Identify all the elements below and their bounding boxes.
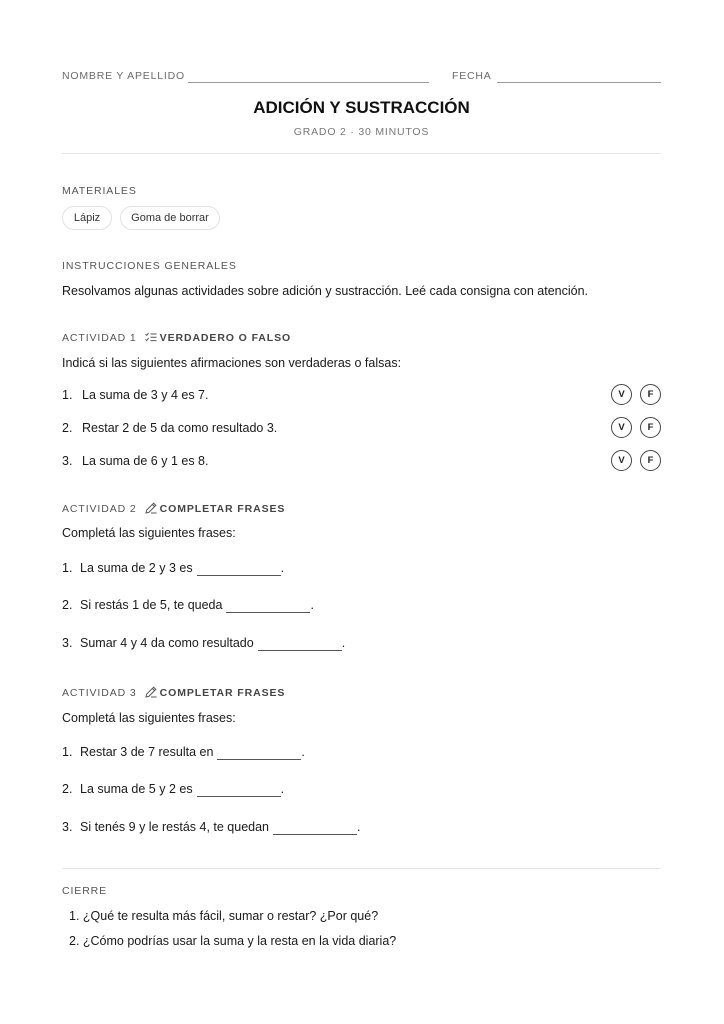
true-option-button[interactable]: V bbox=[611, 384, 632, 405]
list-item bbox=[62, 388, 208, 402]
activity2-prompt: Completá las siguientes frases: bbox=[62, 526, 236, 540]
pencil-icon bbox=[145, 686, 157, 698]
item-number: 1. bbox=[62, 388, 73, 402]
item-end: . bbox=[301, 745, 305, 759]
item-number: 3. bbox=[62, 820, 73, 834]
activity1-type: VERDADERO O FALSO bbox=[159, 332, 292, 344]
activity3-label: ACTIVIDAD 3 bbox=[62, 687, 137, 699]
item-number: 2. bbox=[62, 782, 73, 796]
true-false-options bbox=[611, 450, 661, 470]
list-item bbox=[62, 636, 345, 651]
item-number: 3. bbox=[62, 636, 73, 650]
header-fields bbox=[62, 70, 661, 86]
item-number: 1. bbox=[62, 745, 73, 759]
item-text: Si tenés 9 y le restás 4, te quedan bbox=[80, 820, 270, 834]
item-number: 1. bbox=[62, 561, 73, 575]
list-item bbox=[62, 421, 277, 435]
answer-blank[interactable] bbox=[217, 747, 301, 760]
activity2-header bbox=[62, 502, 285, 515]
name-label: NOMBRE Y APELLIDO bbox=[62, 70, 185, 82]
item-end: . bbox=[357, 820, 361, 834]
closing-label: CIERRE bbox=[62, 885, 108, 897]
date-field[interactable] bbox=[497, 82, 661, 83]
name-field[interactable] bbox=[188, 82, 429, 83]
closing-divider bbox=[62, 868, 661, 869]
item-text: La suma de 5 y 2 es bbox=[80, 782, 193, 796]
instructions-label: INSTRUCCIONES GENERALES bbox=[62, 260, 237, 272]
item-text: Si restás 1 de 5, te queda bbox=[80, 598, 223, 612]
false-option-button[interactable]: F bbox=[640, 450, 661, 471]
item-text: Restar 3 de 7 resulta en bbox=[80, 745, 214, 759]
true-option-button[interactable]: V bbox=[611, 417, 632, 438]
closing-question: 1. ¿Qué te resulta más fácil, sumar o restar? ¿Por qué? bbox=[69, 909, 379, 923]
item-text: La suma de 3 y 4 es 7. bbox=[82, 388, 209, 402]
material-chip: Lápiz bbox=[62, 206, 112, 230]
activity3-prompt: Completá las siguientes frases: bbox=[62, 711, 236, 725]
list-item bbox=[62, 782, 284, 797]
activity3-type: COMPLETAR FRASES bbox=[159, 687, 286, 699]
answer-blank[interactable] bbox=[226, 600, 310, 613]
instructions-text: Resolvamos algunas actividades sobre adición y sustracción. Leé cada consigna con atención. bbox=[62, 284, 589, 298]
materials-label: MATERIALES bbox=[62, 185, 137, 197]
list-item bbox=[62, 454, 208, 468]
header-divider bbox=[62, 153, 661, 154]
item-number: 2. bbox=[62, 421, 73, 435]
activity1-label: ACTIVIDAD 1 bbox=[62, 332, 137, 344]
list-item bbox=[62, 820, 361, 835]
item-text: Sumar 4 y 4 da como resultado bbox=[80, 636, 254, 650]
false-option-button[interactable]: F bbox=[640, 384, 661, 405]
date-label: FECHA bbox=[452, 70, 492, 82]
true-false-options bbox=[611, 417, 661, 437]
item-text: La suma de 6 y 1 es 8. bbox=[82, 454, 209, 468]
worksheet-page bbox=[62, 0, 661, 1024]
true-option-button[interactable]: V bbox=[611, 450, 632, 471]
item-end: . bbox=[341, 636, 346, 650]
answer-blank[interactable] bbox=[258, 638, 342, 651]
item-number: 3. bbox=[62, 454, 73, 468]
list-item bbox=[62, 598, 314, 613]
closing-question: 2. ¿Cómo podrías usar la suma y la resta en la vida diaria? bbox=[69, 934, 397, 948]
item-end: . bbox=[310, 598, 314, 612]
true-false-options bbox=[611, 384, 661, 404]
item-text: La suma de 2 y 3 es bbox=[80, 561, 193, 575]
answer-blank[interactable] bbox=[197, 563, 281, 576]
list-item bbox=[62, 561, 284, 576]
answer-blank[interactable] bbox=[273, 822, 357, 835]
checklist-icon bbox=[145, 332, 157, 343]
answer-blank[interactable] bbox=[197, 784, 281, 797]
item-end: . bbox=[280, 561, 285, 575]
activity1-header bbox=[62, 332, 291, 344]
page-title: ADICIÓN Y SUSTRACCIÓN bbox=[253, 98, 470, 117]
material-chip: Goma de borrar bbox=[120, 206, 220, 230]
pencil-icon bbox=[145, 502, 157, 514]
item-end: . bbox=[280, 782, 285, 796]
item-number: 2. bbox=[62, 598, 73, 612]
false-option-button[interactable]: F bbox=[640, 417, 661, 438]
item-text: Restar 2 de 5 da como resultado 3. bbox=[82, 421, 278, 435]
activity1-prompt: Indicá si las siguientes afirmaciones son verdaderas o falsas: bbox=[62, 356, 402, 370]
list-item bbox=[62, 745, 305, 760]
page-subtitle: GRADO 2 · 30 MINUTOS bbox=[293, 126, 430, 138]
activity3-header bbox=[62, 686, 285, 699]
activity2-type: COMPLETAR FRASES bbox=[159, 503, 286, 515]
activity2-label: ACTIVIDAD 2 bbox=[62, 503, 137, 515]
